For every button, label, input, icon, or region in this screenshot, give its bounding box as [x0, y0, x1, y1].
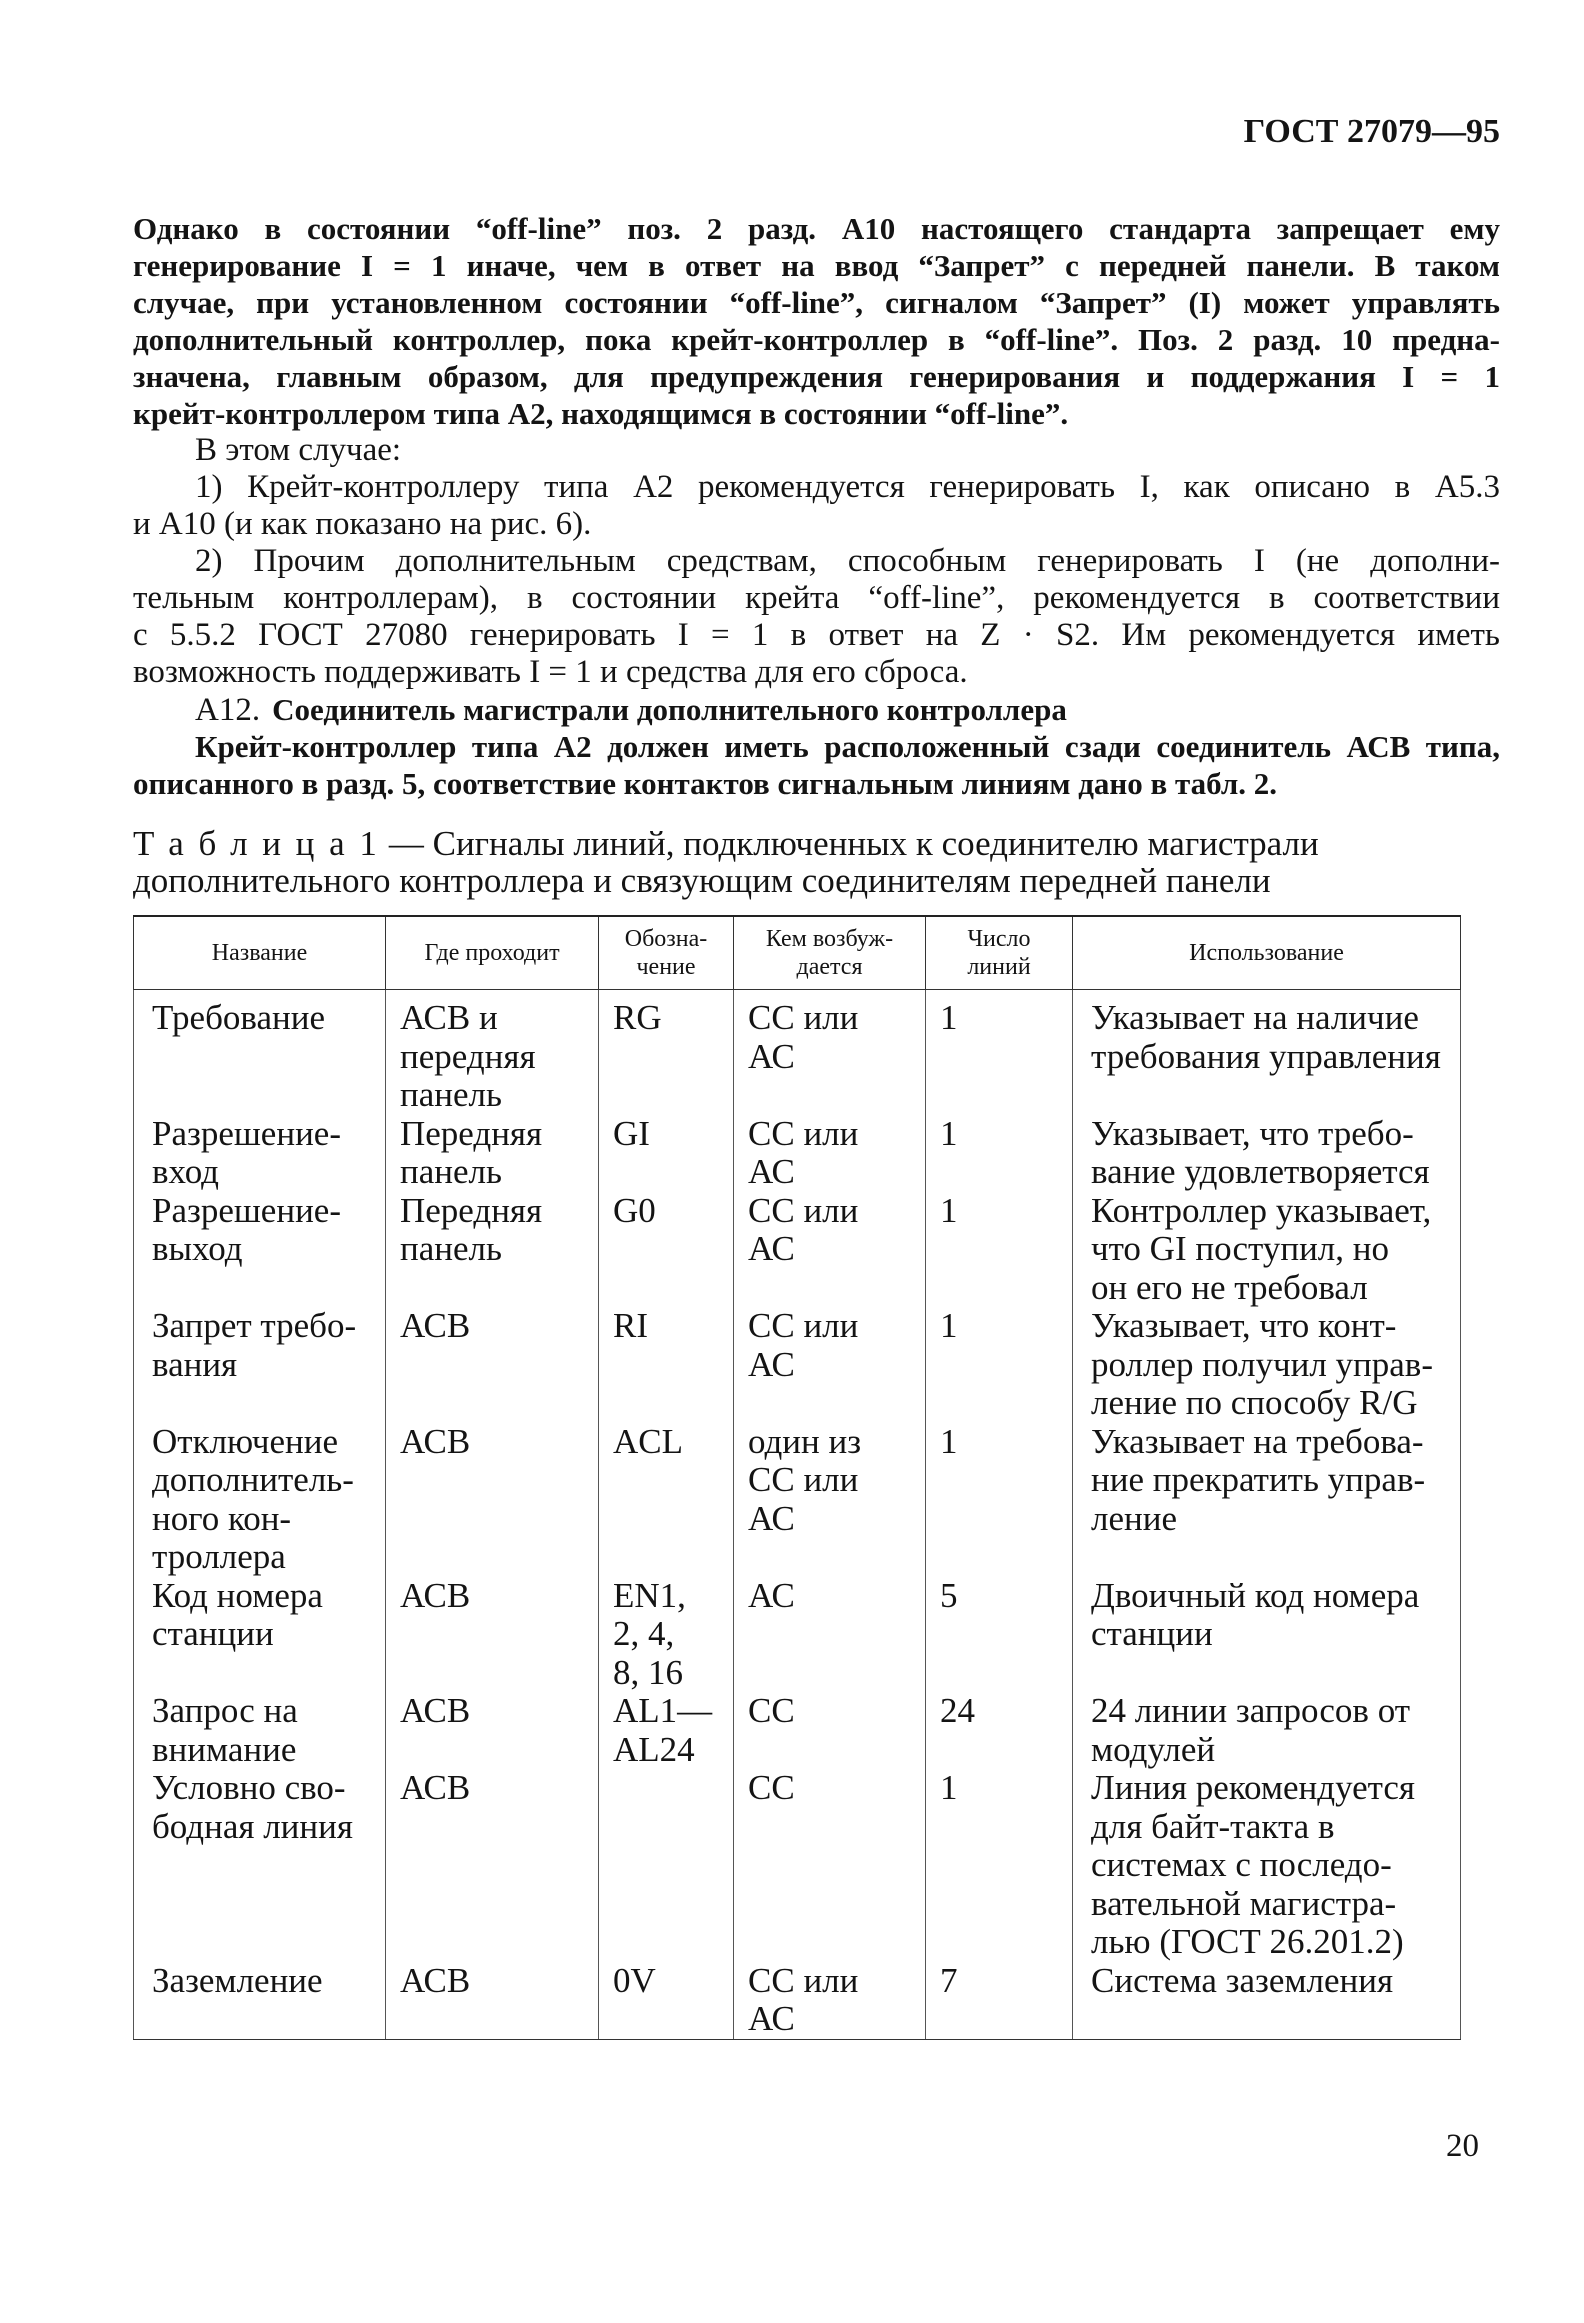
- cell-route: Передняя панель: [386, 1115, 599, 1192]
- cell-source: один из СС или АС: [734, 1423, 926, 1577]
- table-row: [134, 1115, 1461, 1192]
- cell-source: СС или АС: [734, 1115, 926, 1192]
- cell-usage: Линия рекомендуется для байт-такта в системах с последо- вательной магистра- лью (ГОСТ 26.201.2): [1073, 1769, 1461, 1962]
- section-number: А12.: [195, 692, 261, 728]
- body-text: [133, 210, 1500, 802]
- cell-name: Разрешение- вход: [134, 1115, 386, 1192]
- cell-usage: Указывает на наличие требования управления: [1073, 990, 1461, 1115]
- header-route: Где проходит: [386, 916, 599, 990]
- cell-name: Код номера станции: [134, 1577, 386, 1693]
- cell-route: АСВ: [386, 1423, 599, 1577]
- header-designation: Обозна- чение: [599, 916, 734, 990]
- cell-count: 24: [926, 1692, 1073, 1769]
- cell-usage: Указывает на требова- ние прекратить управ- ление: [1073, 1423, 1461, 1577]
- table-header-row: [134, 916, 1461, 990]
- cell-usage: Указывает, что требо- вание удовлетворяется: [1073, 1115, 1461, 1192]
- cell-source: СС или АС: [734, 1307, 926, 1423]
- caption-line: [133, 825, 1500, 862]
- header-source: Кем возбуж- дается: [734, 916, 926, 990]
- cell-route: АСВ: [386, 1692, 599, 1769]
- cell-count: 1: [926, 1192, 1073, 1308]
- cell-name: Запрос на внимание: [134, 1692, 386, 1769]
- cell-usage: Контроллер указывает, что GI поступил, но он его не требовал: [1073, 1192, 1461, 1308]
- cell-route: АСВ: [386, 1769, 599, 1962]
- section-heading: [133, 691, 1500, 728]
- cell-usage: Двоичный код номера станции: [1073, 1577, 1461, 1693]
- cell-name: Требование: [134, 990, 386, 1115]
- table-row: [134, 990, 1461, 1115]
- cell-name: Условно сво- бодная линия: [134, 1769, 386, 1962]
- cell-usage: Система заземления: [1073, 1962, 1461, 2040]
- table-row: [134, 1692, 1461, 1769]
- document-id: ГОСТ 27079—95: [1243, 113, 1500, 150]
- cell-source: СС или АС: [734, 990, 926, 1115]
- cell-count: 5: [926, 1577, 1073, 1693]
- body-line: генерирование I = 1 иначе, чем в ответ на ввод “Запрет” с передней панели. В таком: [133, 248, 1500, 283]
- cell-count: 1: [926, 990, 1073, 1115]
- cell-name: Разрешение- выход: [134, 1192, 386, 1308]
- cell-designation: RG: [599, 990, 734, 1115]
- body-line: дополнительный контроллер, пока крейт-контроллер в “off-line”. Поз. 2 разд. 10 предна-: [133, 322, 1500, 357]
- cell-count: 1: [926, 1115, 1073, 1192]
- body-line: Крейт-контроллер типа А2 должен иметь расположенный сзади соединитель АСВ типа,: [195, 729, 1500, 764]
- list-item-line: тельным контроллерам), в состоянии крейта “off-line”, рекомендуется в соответствии: [133, 580, 1500, 616]
- cell-count: 1: [926, 1769, 1073, 1962]
- cell-usage: 24 линии запросов от модулей: [1073, 1692, 1461, 1769]
- body-line: В этом случае:: [195, 432, 402, 468]
- caption-label: Таблица: [133, 824, 360, 863]
- caption-title: — Сигналы линий, подключенных к соединителю магистрали: [388, 824, 1319, 863]
- cell-count: 1: [926, 1307, 1073, 1423]
- cell-route: АСВ: [386, 1962, 599, 2040]
- cell-designation: [599, 1769, 734, 1962]
- cell-designation: GI: [599, 1115, 734, 1192]
- body-line: крейт-контроллером типа А2, находящимся в состоянии “off-line”.: [133, 396, 1069, 431]
- table-row: [134, 1307, 1461, 1423]
- caption-line: дополнительного контроллера и связующим соединителям передней панели: [133, 861, 1271, 900]
- section-title: Соединитель магистрали дополнительного контроллера: [272, 692, 1067, 727]
- list-item-line: и А10 (и как показано на рис. 6).: [133, 506, 592, 542]
- cell-designation: AL1— AL24: [599, 1692, 734, 1769]
- signals-table: [133, 915, 1461, 2040]
- cell-source: СС: [734, 1692, 926, 1769]
- list-item-line: 2) Прочим дополнительным средствам, способным генерировать I (не дополни-: [195, 543, 1500, 579]
- table-row: [134, 1423, 1461, 1577]
- header-count: Число линий: [926, 916, 1073, 990]
- header-usage: Использование: [1073, 916, 1461, 990]
- table-row: [134, 1577, 1461, 1693]
- cell-route: Передняя панель: [386, 1192, 599, 1308]
- table-row: [134, 1769, 1461, 1962]
- cell-source: АС: [734, 1577, 926, 1693]
- cell-count: 1: [926, 1423, 1073, 1577]
- cell-name: Запрет требо- вания: [134, 1307, 386, 1423]
- body-line: Однако в состоянии “off-line” поз. 2 разд. А10 настоящего стандарта запрещает ему: [133, 211, 1500, 246]
- cell-route: АСВ: [386, 1577, 599, 1693]
- list-item-line: возможность поддерживать I = 1 и средства для его сброса.: [133, 654, 968, 690]
- cell-name: Заземление: [134, 1962, 386, 2040]
- cell-name: Отключение дополнитель- ного кон- троллера: [134, 1423, 386, 1577]
- cell-source: СС: [734, 1769, 926, 1962]
- cell-usage: Указывает, что конт- роллер получил управ- ление по способу R/G: [1073, 1307, 1461, 1423]
- table-row: [134, 1962, 1461, 2040]
- cell-source: СС или АС: [734, 1962, 926, 2040]
- cell-designation: G0: [599, 1192, 734, 1308]
- page-number: 20: [1446, 2128, 1479, 2164]
- list-item-line: с 5.5.2 ГОСТ 27080 генерировать I = 1 в ответ на Z · S2. Им рекомендуется иметь: [133, 617, 1500, 653]
- cell-count: 7: [926, 1962, 1073, 2040]
- body-line: значена, главным образом, для предупреждения генерирования и поддержания I = 1: [133, 359, 1500, 394]
- cell-designation: ACL: [599, 1423, 734, 1577]
- cell-route: АСВ и передняя панель: [386, 990, 599, 1115]
- cell-designation: 0V: [599, 1962, 734, 2040]
- list-item-line: 1) Крейт-контроллеру типа А2 рекомендуется генерировать I, как описано в А5.3: [195, 469, 1500, 505]
- cell-designation: EN1, 2, 4, 8, 16: [599, 1577, 734, 1693]
- cell-designation: RI: [599, 1307, 734, 1423]
- header-name: Название: [134, 916, 386, 990]
- caption-number: 1: [359, 824, 377, 863]
- cell-source: СС или АС: [734, 1192, 926, 1308]
- table-caption: [133, 825, 1500, 899]
- table-row: [134, 1192, 1461, 1308]
- body-line: случае, при установленном состоянии “off-line”, сигналом “Запрет” (I) может управлять: [133, 285, 1500, 320]
- body-line: описанного в разд. 5, соответствие контактов сигнальным линиям дано в табл. 2.: [133, 766, 1277, 801]
- cell-route: АСВ: [386, 1307, 599, 1423]
